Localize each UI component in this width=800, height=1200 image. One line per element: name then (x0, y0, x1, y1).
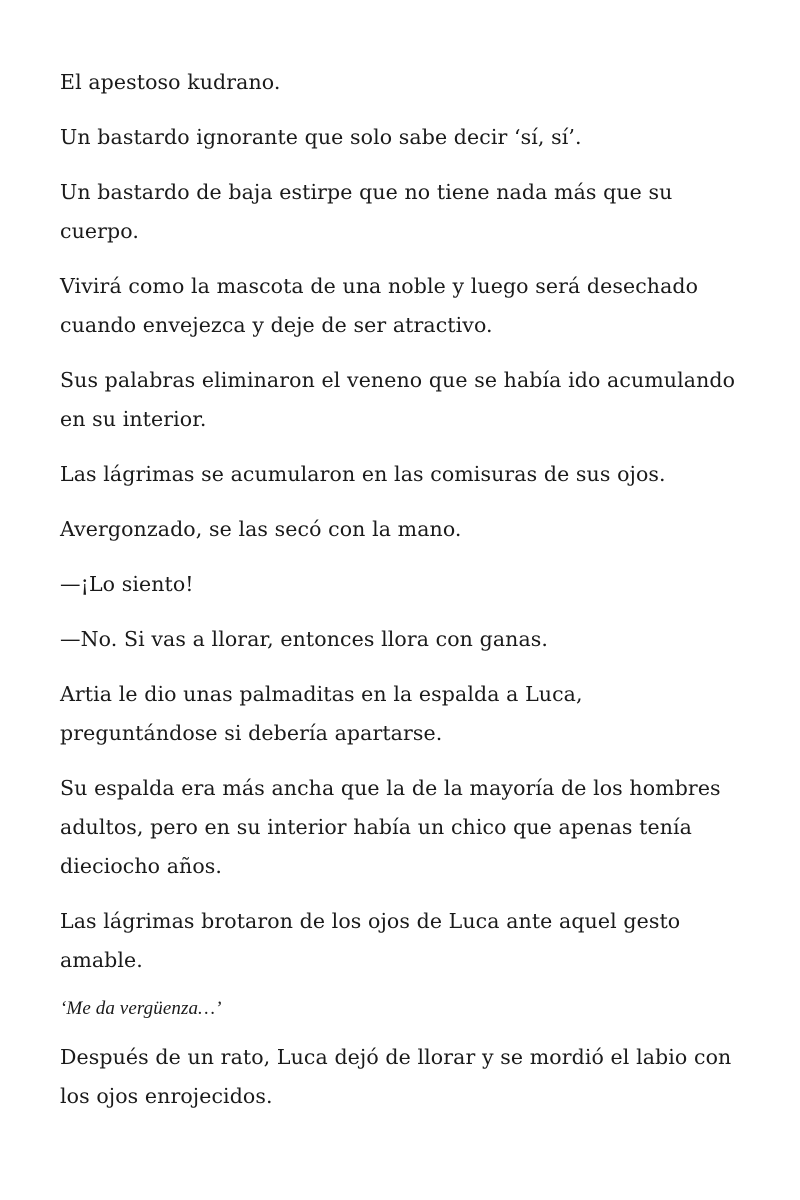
paragraph: Las lágrimas brotaron de los ojos de Luca ante aquel gesto amable. (60, 909, 681, 972)
paragraph: Avergonzado, se las secó con la mano. (60, 517, 462, 541)
dialogue-line: —No. Si vas a llorar, entonces llora con ganas. (60, 627, 549, 651)
paragraph: El apestoso kudrano. (60, 70, 281, 94)
paragraph: Un bastardo ignorante que solo sabe decir ‘sí, sí’. (60, 125, 582, 149)
paragraph: Artia le dio unas palmaditas en la espalda a Luca, preguntándose si debería apartarse. (60, 682, 583, 745)
document-body (60, 63, 740, 1132)
paragraph: Sus palabras eliminaron el veneno que se había ido acumulando en su interior. (60, 368, 736, 431)
paragraph: Un bastardo de baja estirpe que no tiene nada más que su cuerpo. (60, 180, 673, 243)
dialogue-line: —¡Lo siento! (60, 572, 194, 596)
paragraph: Las lágrimas se acumularon en las comisuras de sus ojos. (60, 462, 666, 486)
paragraph: Su espalda era más ancha que la de la mayoría de los hombres adultos, pero en su interior había un chico que apenas tenía dieciocho años. (60, 776, 721, 878)
paragraph: Después de un rato, Luca dejó de llorar y se mordió el labio con los ojos enrojecidos. (60, 1045, 732, 1108)
paragraph: Vivirá como la mascota de una noble y luego será desechado cuando envejezca y deje de ser atractivo. (60, 274, 699, 337)
inner-thought: ‘Me da vergüenza…’ (60, 998, 222, 1019)
